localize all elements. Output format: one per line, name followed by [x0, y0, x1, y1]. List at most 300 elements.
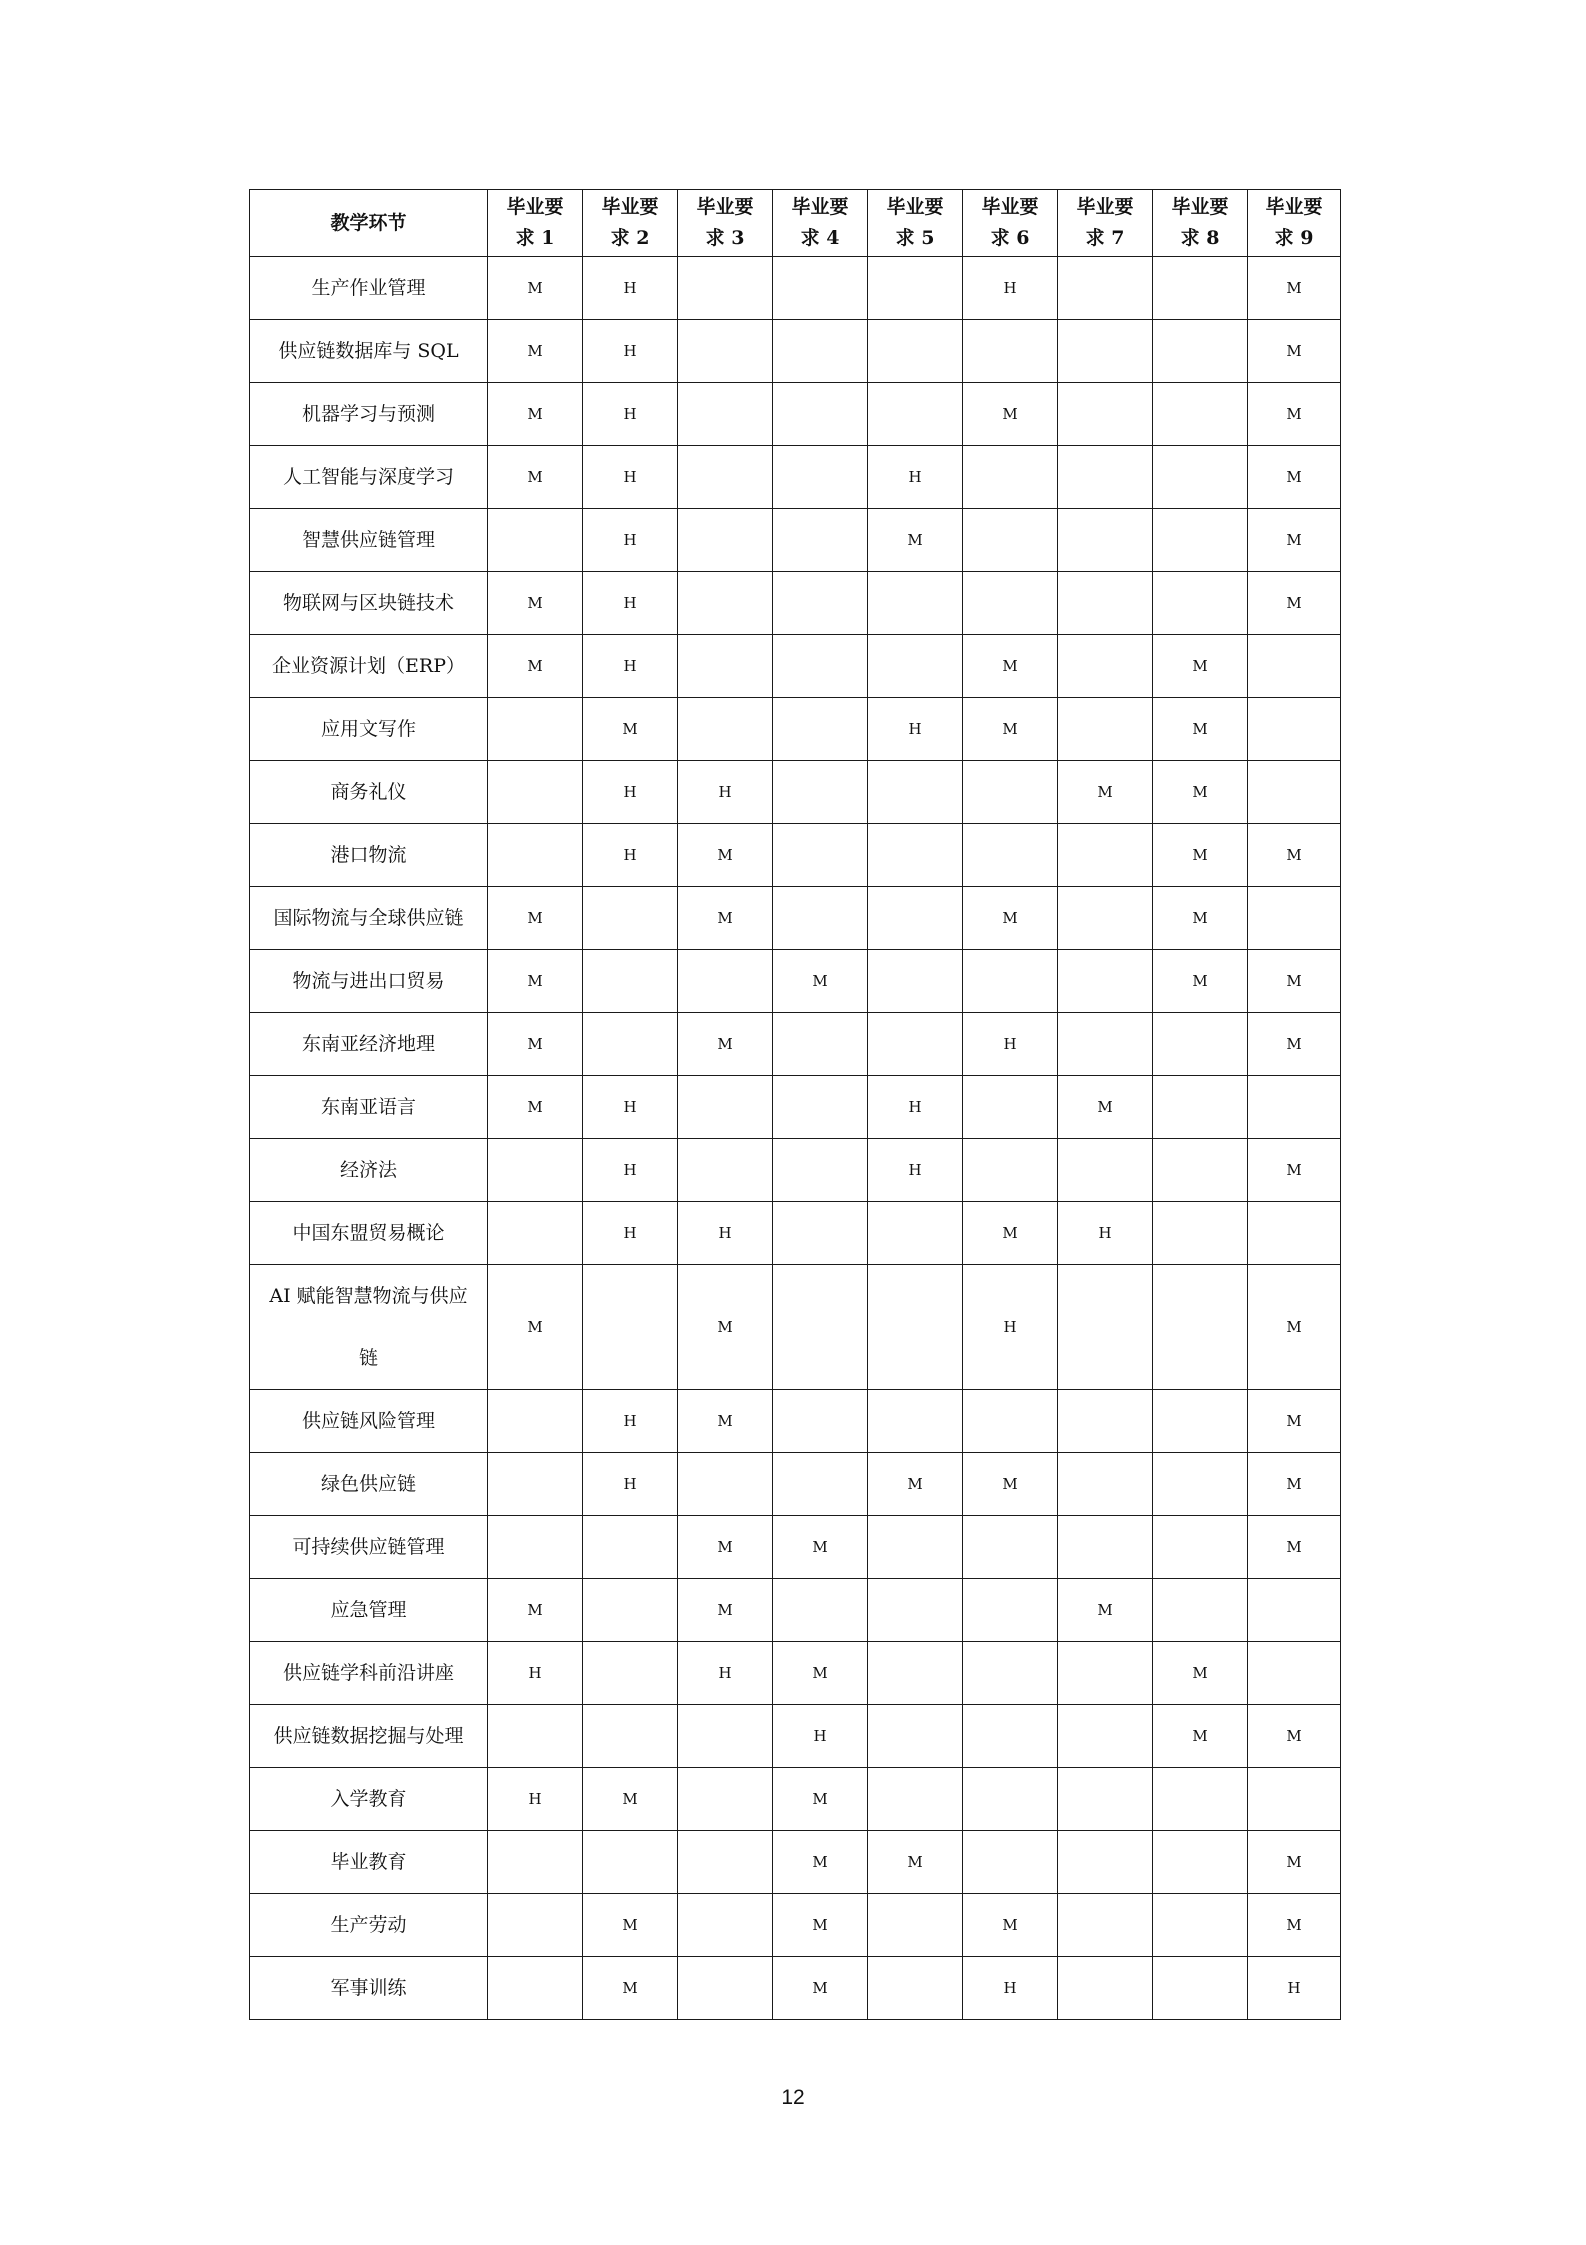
- support-level-cell: M: [488, 887, 583, 950]
- course-name-cell: 机器学习与预测: [250, 383, 488, 446]
- support-level-cell: M: [1248, 1265, 1341, 1390]
- support-level-cell: H: [583, 509, 678, 572]
- support-level-cell: [1058, 887, 1153, 950]
- support-level-cell: [1248, 1076, 1341, 1139]
- support-level-cell: [963, 509, 1058, 572]
- course-name-cell: 生产劳动: [250, 1894, 488, 1957]
- support-level-cell: H: [583, 761, 678, 824]
- support-level-cell: [678, 950, 773, 1013]
- support-level-cell: [868, 824, 963, 887]
- support-level-cell: [868, 257, 963, 320]
- column-header-line: 毕业要: [1171, 196, 1229, 218]
- support-level-cell: M: [1153, 698, 1248, 761]
- support-level-cell: M: [488, 257, 583, 320]
- table-row: [250, 1579, 1341, 1642]
- course-name-cell: 港口物流: [250, 824, 488, 887]
- support-level-cell: M: [1248, 824, 1341, 887]
- support-level-cell: [1248, 698, 1341, 761]
- support-level-cell: H: [963, 1013, 1058, 1076]
- column-header-teaching-section: 教学环节: [250, 190, 488, 257]
- support-level-cell: [963, 446, 1058, 509]
- support-level-cell: H: [488, 1768, 583, 1831]
- support-level-cell: [488, 1831, 583, 1894]
- support-level-cell: M: [1153, 1642, 1248, 1705]
- support-level-cell: [488, 761, 583, 824]
- support-level-cell: [1058, 1705, 1153, 1768]
- support-level-cell: [868, 320, 963, 383]
- support-level-cell: [868, 1705, 963, 1768]
- table-row: [250, 383, 1341, 446]
- support-level-cell: H: [963, 257, 1058, 320]
- table-row: [250, 1139, 1341, 1202]
- support-level-cell: [868, 887, 963, 950]
- support-level-cell: [1058, 1642, 1153, 1705]
- support-level-cell: [868, 383, 963, 446]
- table-header-row: [250, 190, 1341, 257]
- support-level-cell: [963, 320, 1058, 383]
- support-level-cell: M: [1153, 635, 1248, 698]
- column-header-line: 求 7: [1085, 227, 1125, 249]
- course-name-cell: 毕业教育: [250, 1831, 488, 1894]
- support-level-cell: [963, 1768, 1058, 1831]
- support-level-cell: [678, 635, 773, 698]
- support-level-cell: M: [1058, 761, 1153, 824]
- column-header-requirement-4: [773, 190, 868, 257]
- support-level-cell: [868, 1516, 963, 1579]
- support-level-cell: [583, 1579, 678, 1642]
- support-level-cell: [773, 698, 868, 761]
- support-level-cell: [678, 1894, 773, 1957]
- support-level-cell: [1058, 383, 1153, 446]
- support-level-cell: M: [1058, 1579, 1153, 1642]
- support-level-cell: [678, 446, 773, 509]
- support-level-cell: [583, 887, 678, 950]
- table-row: [250, 698, 1341, 761]
- support-level-cell: M: [583, 1894, 678, 1957]
- column-header-line: 求 9: [1274, 227, 1314, 249]
- support-level-cell: [1153, 1831, 1248, 1894]
- support-level-cell: M: [773, 1831, 868, 1894]
- support-level-cell: H: [583, 383, 678, 446]
- table-row: [250, 1894, 1341, 1957]
- support-level-cell: M: [1248, 1705, 1341, 1768]
- support-level-cell: H: [963, 1265, 1058, 1390]
- column-header-requirement-9: [1248, 190, 1341, 257]
- support-level-cell: M: [678, 887, 773, 950]
- column-header-requirement-8: [1153, 190, 1248, 257]
- support-level-cell: [773, 761, 868, 824]
- table-row: [250, 446, 1341, 509]
- table-row: [250, 509, 1341, 572]
- course-name-cell: 可持续供应链管理: [250, 1516, 488, 1579]
- support-level-cell: M: [773, 1957, 868, 2020]
- support-level-cell: H: [583, 635, 678, 698]
- support-level-cell: [963, 1642, 1058, 1705]
- support-level-cell: [678, 572, 773, 635]
- support-level-cell: M: [488, 1013, 583, 1076]
- support-level-cell: [1058, 1768, 1153, 1831]
- support-level-cell: [1058, 257, 1153, 320]
- support-level-cell: [1153, 1894, 1248, 1957]
- support-level-cell: [488, 824, 583, 887]
- support-level-cell: M: [488, 446, 583, 509]
- support-level-cell: [963, 824, 1058, 887]
- course-name-cell: 应用文写作: [250, 698, 488, 761]
- support-level-cell: [583, 1265, 678, 1390]
- support-level-cell: [678, 1139, 773, 1202]
- support-level-cell: M: [868, 509, 963, 572]
- support-level-cell: [868, 1894, 963, 1957]
- support-level-cell: [488, 1139, 583, 1202]
- support-level-cell: [1058, 1013, 1153, 1076]
- column-header-requirement-3: [678, 190, 773, 257]
- support-level-cell: H: [1058, 1202, 1153, 1265]
- support-level-cell: [868, 761, 963, 824]
- support-level-cell: [1058, 320, 1153, 383]
- support-level-cell: M: [868, 1453, 963, 1516]
- support-level-cell: M: [963, 698, 1058, 761]
- table-row: [250, 1202, 1341, 1265]
- support-level-cell: [678, 1076, 773, 1139]
- support-level-cell: [1153, 1076, 1248, 1139]
- support-level-cell: [678, 320, 773, 383]
- support-level-cell: [963, 1516, 1058, 1579]
- table-row: [250, 1516, 1341, 1579]
- support-level-cell: M: [678, 1265, 773, 1390]
- course-name-cell: 中国东盟贸易概论: [250, 1202, 488, 1265]
- support-level-cell: [773, 1579, 868, 1642]
- column-header-line: 毕业要: [1076, 196, 1134, 218]
- page-number: 12: [781, 2086, 805, 2109]
- support-level-cell: H: [678, 1202, 773, 1265]
- support-level-cell: M: [1153, 950, 1248, 1013]
- support-level-cell: [773, 446, 868, 509]
- course-name-cell: AI 赋能智慧物流与供应链: [250, 1265, 488, 1390]
- support-level-cell: [678, 1957, 773, 2020]
- support-level-cell: [1153, 509, 1248, 572]
- support-level-cell: [773, 572, 868, 635]
- support-level-cell: [963, 1076, 1058, 1139]
- support-level-cell: M: [488, 1076, 583, 1139]
- support-level-cell: [678, 1831, 773, 1894]
- support-level-cell: M: [1248, 446, 1341, 509]
- support-level-cell: [1153, 446, 1248, 509]
- support-level-cell: [1058, 1894, 1153, 1957]
- support-level-cell: M: [1058, 1076, 1153, 1139]
- support-level-cell: H: [868, 1139, 963, 1202]
- table-row: [250, 1957, 1341, 2020]
- support-level-cell: [583, 950, 678, 1013]
- support-level-cell: M: [583, 1768, 678, 1831]
- support-level-cell: M: [1248, 509, 1341, 572]
- table-row: [250, 1831, 1341, 1894]
- support-level-cell: [488, 1390, 583, 1453]
- support-level-cell: M: [773, 1768, 868, 1831]
- column-header-line: 毕业要: [506, 196, 564, 218]
- support-level-cell: [1248, 761, 1341, 824]
- support-level-cell: [963, 1139, 1058, 1202]
- support-level-cell: M: [1248, 257, 1341, 320]
- support-level-cell: M: [1248, 320, 1341, 383]
- column-header-requirement-5: [868, 190, 963, 257]
- support-level-cell: [963, 1390, 1058, 1453]
- support-level-cell: H: [583, 1453, 678, 1516]
- support-level-cell: [583, 1013, 678, 1076]
- support-level-cell: M: [1248, 1831, 1341, 1894]
- support-level-cell: M: [773, 950, 868, 1013]
- support-level-cell: H: [1248, 1957, 1341, 2020]
- course-name-cell: 供应链数据挖掘与处理: [250, 1705, 488, 1768]
- column-header-line: 毕业要: [981, 196, 1039, 218]
- support-level-cell: [773, 635, 868, 698]
- support-level-cell: [1058, 1265, 1153, 1390]
- support-level-cell: [963, 950, 1058, 1013]
- support-level-cell: H: [868, 446, 963, 509]
- support-level-cell: [868, 1390, 963, 1453]
- support-level-cell: M: [678, 824, 773, 887]
- support-level-cell: [963, 1579, 1058, 1642]
- support-level-cell: [488, 1957, 583, 2020]
- support-level-cell: M: [773, 1642, 868, 1705]
- support-level-cell: [868, 1768, 963, 1831]
- column-header-line: 毕业要: [696, 196, 754, 218]
- table-row: [250, 572, 1341, 635]
- column-header-line: 求 2: [610, 227, 650, 249]
- support-level-cell: M: [1248, 1139, 1341, 1202]
- support-level-cell: [488, 1894, 583, 1957]
- support-level-cell: [1153, 1957, 1248, 2020]
- support-level-cell: M: [678, 1013, 773, 1076]
- column-header-line: 毕业要: [601, 196, 659, 218]
- support-level-cell: [488, 1202, 583, 1265]
- support-level-cell: [868, 1642, 963, 1705]
- support-level-cell: H: [583, 824, 678, 887]
- support-level-cell: M: [1248, 950, 1341, 1013]
- support-level-cell: [1153, 1768, 1248, 1831]
- table-row: [250, 1642, 1341, 1705]
- support-level-cell: M: [963, 383, 1058, 446]
- support-level-cell: [1153, 1579, 1248, 1642]
- course-name-cell: 物联网与区块链技术: [250, 572, 488, 635]
- support-level-cell: M: [1248, 1516, 1341, 1579]
- support-level-cell: [583, 1516, 678, 1579]
- support-level-cell: M: [963, 887, 1058, 950]
- support-level-cell: [773, 257, 868, 320]
- support-level-cell: [583, 1831, 678, 1894]
- course-name-cell: 绿色供应链: [250, 1453, 488, 1516]
- support-level-cell: M: [583, 1957, 678, 2020]
- course-name-cell: 供应链风险管理: [250, 1390, 488, 1453]
- support-level-cell: M: [1153, 761, 1248, 824]
- support-level-cell: [773, 509, 868, 572]
- support-level-cell: [678, 1705, 773, 1768]
- support-level-cell: H: [583, 572, 678, 635]
- support-level-cell: [773, 824, 868, 887]
- support-level-cell: H: [868, 698, 963, 761]
- support-level-cell: H: [963, 1957, 1058, 2020]
- support-level-cell: H: [583, 320, 678, 383]
- support-level-cell: [773, 887, 868, 950]
- support-level-cell: [488, 1453, 583, 1516]
- support-level-cell: M: [488, 320, 583, 383]
- support-level-cell: [1248, 1202, 1341, 1265]
- support-level-cell: [488, 1516, 583, 1579]
- table-row: [250, 887, 1341, 950]
- support-level-cell: [1153, 1390, 1248, 1453]
- support-level-cell: [1058, 1139, 1153, 1202]
- support-level-cell: M: [1248, 1453, 1341, 1516]
- support-level-cell: [1058, 509, 1153, 572]
- table-row: [250, 1013, 1341, 1076]
- support-level-cell: [583, 1705, 678, 1768]
- column-header-line: 求 4: [800, 227, 840, 249]
- support-level-cell: M: [1248, 1013, 1341, 1076]
- table-row: [250, 320, 1341, 383]
- support-level-cell: [1153, 1453, 1248, 1516]
- course-name-cell: 供应链学科前沿讲座: [250, 1642, 488, 1705]
- support-level-cell: [1058, 1516, 1153, 1579]
- support-level-cell: [963, 761, 1058, 824]
- support-level-cell: [868, 1265, 963, 1390]
- support-level-cell: [868, 1579, 963, 1642]
- support-level-cell: M: [868, 1831, 963, 1894]
- support-level-cell: [773, 383, 868, 446]
- table-row: [250, 1453, 1341, 1516]
- support-level-cell: [678, 257, 773, 320]
- support-level-cell: [1153, 572, 1248, 635]
- support-level-cell: [773, 1390, 868, 1453]
- column-header-line: 求 3: [705, 227, 745, 249]
- support-level-cell: [678, 383, 773, 446]
- course-name-cell: 供应链数据库与 SQL: [250, 320, 488, 383]
- column-header-line: 求 6: [990, 227, 1030, 249]
- table-row: [250, 950, 1341, 1013]
- support-level-cell: M: [1248, 383, 1341, 446]
- support-level-cell: [678, 698, 773, 761]
- support-level-cell: M: [488, 572, 583, 635]
- table-row: [250, 635, 1341, 698]
- course-name-cell: 生产作业管理: [250, 257, 488, 320]
- support-level-cell: [1248, 635, 1341, 698]
- support-level-cell: M: [1153, 887, 1248, 950]
- column-header-requirement-6: [963, 190, 1058, 257]
- support-level-cell: H: [583, 1390, 678, 1453]
- support-level-cell: H: [773, 1705, 868, 1768]
- support-level-cell: M: [963, 1453, 1058, 1516]
- support-level-cell: [1153, 320, 1248, 383]
- support-level-cell: [1153, 1516, 1248, 1579]
- table-row: [250, 1265, 1341, 1390]
- table-row: [250, 761, 1341, 824]
- support-level-cell: [678, 1453, 773, 1516]
- course-name-cell: 物流与进出口贸易: [250, 950, 488, 1013]
- support-level-cell: M: [1153, 1705, 1248, 1768]
- course-name-cell: 入学教育: [250, 1768, 488, 1831]
- support-level-cell: M: [1248, 1894, 1341, 1957]
- support-level-cell: M: [678, 1516, 773, 1579]
- column-header-requirement-1: [488, 190, 583, 257]
- support-level-cell: [1153, 1139, 1248, 1202]
- support-level-cell: [868, 950, 963, 1013]
- support-level-cell: [773, 1453, 868, 1516]
- support-level-cell: [773, 1013, 868, 1076]
- column-header-line: 求 1: [515, 227, 555, 249]
- support-level-cell: [678, 509, 773, 572]
- table-row: [250, 1768, 1341, 1831]
- table-row: [250, 1705, 1341, 1768]
- support-level-cell: [1153, 1013, 1248, 1076]
- course-name-cell: 东南亚经济地理: [250, 1013, 488, 1076]
- column-header-line: 求 8: [1180, 227, 1220, 249]
- support-level-cell: [1153, 383, 1248, 446]
- support-level-cell: [868, 572, 963, 635]
- support-level-cell: [1058, 698, 1153, 761]
- support-level-cell: [868, 1202, 963, 1265]
- support-level-cell: M: [488, 1579, 583, 1642]
- table-row: [250, 1076, 1341, 1139]
- support-level-cell: [773, 1076, 868, 1139]
- support-level-cell: H: [678, 761, 773, 824]
- support-level-cell: M: [488, 635, 583, 698]
- support-level-cell: [773, 1139, 868, 1202]
- support-level-cell: [1058, 1957, 1153, 2020]
- support-level-cell: H: [583, 1076, 678, 1139]
- column-header-line: 求 5: [895, 227, 935, 249]
- support-level-cell: H: [583, 257, 678, 320]
- column-header-line: 毕业要: [886, 196, 944, 218]
- support-level-cell: H: [583, 446, 678, 509]
- support-level-cell: [868, 1013, 963, 1076]
- course-name-cell: 国际物流与全球供应链: [250, 887, 488, 950]
- support-level-cell: M: [583, 698, 678, 761]
- column-header-requirement-2: [583, 190, 678, 257]
- support-level-cell: [1153, 1265, 1248, 1390]
- support-level-cell: [963, 572, 1058, 635]
- course-name-cell: 经济法: [250, 1139, 488, 1202]
- support-level-cell: [773, 1202, 868, 1265]
- support-level-cell: [868, 1957, 963, 2020]
- support-level-cell: H: [868, 1076, 963, 1139]
- course-name-cell: 应急管理: [250, 1579, 488, 1642]
- support-level-cell: M: [773, 1516, 868, 1579]
- support-level-cell: M: [963, 1894, 1058, 1957]
- support-level-cell: M: [1248, 1390, 1341, 1453]
- support-level-cell: [963, 1705, 1058, 1768]
- support-level-cell: [1248, 887, 1341, 950]
- support-level-cell: H: [583, 1139, 678, 1202]
- table-row: [250, 824, 1341, 887]
- support-level-cell: [678, 1768, 773, 1831]
- support-level-cell: [773, 320, 868, 383]
- course-name-cell: 商务礼仪: [250, 761, 488, 824]
- support-level-cell: [488, 509, 583, 572]
- support-level-cell: [1058, 635, 1153, 698]
- support-level-cell: H: [583, 1202, 678, 1265]
- support-level-cell: [1058, 446, 1153, 509]
- course-name-cell: 企业资源计划（ERP）: [250, 635, 488, 698]
- course-name-cell: 智慧供应链管理: [250, 509, 488, 572]
- support-level-cell: [488, 698, 583, 761]
- requirements-matrix-table: [249, 189, 1341, 2020]
- support-level-cell: M: [678, 1390, 773, 1453]
- support-level-cell: [1058, 572, 1153, 635]
- course-name-cell: 人工智能与深度学习: [250, 446, 488, 509]
- support-level-cell: [1248, 1768, 1341, 1831]
- support-level-cell: [488, 1705, 583, 1768]
- table-row: [250, 1390, 1341, 1453]
- support-level-cell: M: [488, 383, 583, 446]
- support-level-cell: M: [488, 1265, 583, 1390]
